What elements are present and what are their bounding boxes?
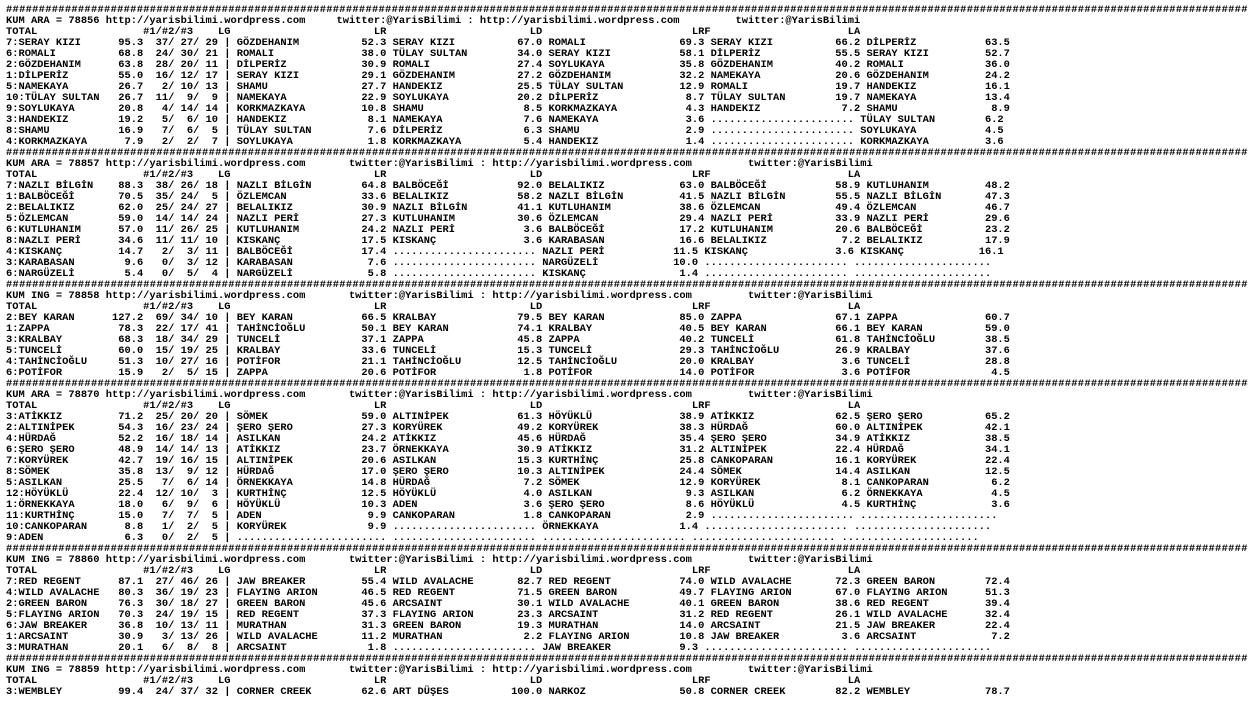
horse-row-line: 8:NAZLI PERİ 34.6 11/ 11/ 10 | KISKANÇ 17.5 KISKANÇ 3.6 KARABASAN 16.6 BELALIKIZ 7.2 BELALIKIZ 17.9 [6,235,1010,247]
race-header-line: KUM ING = 78859 http://yarisbilimi.wordpress.com twitter:@YarisBilimi : http://yarisbilimi.wordpress.com twitter:@YarisBilimi [6,664,873,676]
horse-row-line: 6:NARGÜZELİ 5.4 0/ 5/ 4 | NARGÜZELİ 5.8 ....................... KISKANÇ 1.4 ....................... ...................... [6,268,992,280]
horse-row-line: 1:DİLPERİZ 55.0 16/ 12/ 17 | SERAY KIZI 29.1 GÖZDEHANIM 27.2 GÖZDEHANIM 32.2 NAMEKAYA 20.6 GÖZDEHANIM 24.2 [6,70,1010,82]
horse-row-line: 10:TÜLAY SULTAN 26.7 11/ 9/ 9 | NAMEKAYA 22.9 SOYLUKAYA 20.2 DİLPERİZ 8.7 TÜLAY SULTAN 19.7 NAMEKAYA 13.4 [6,92,1010,104]
horse-row-line: 2:BEY KARAN 127.2 69/ 34/ 10 | BEY KARAN 66.5 KRALBAY 79.5 BEY KARAN 85.0 ZAPPA 67.1 ZAPPA 60.7 [6,312,1010,324]
horse-row-line: 4:WILD AVALACHE 80.3 36/ 19/ 23 | FLAYING ARION 46.5 RED REGENT 71.5 GREEN BARON 49.7 FLAYING ARION 67.0 FLAYING ARION 51.3 [6,587,1010,599]
horse-row-line: 4:HÜRDAĞ 52.2 16/ 18/ 14 | ASILKAN 24.2 ATİKKIZ 45.6 HÜRDAĞ 35.4 ŞERO ŞERO 34.9 ATİKKIZ 38.5 [6,433,1010,445]
horse-row-line: 9:ADEN 6.3 0/ 2/ 5 | ........................ ....................... ....................... ....................... ...................... [6,532,979,544]
horse-row-line: 3:KRALBAY 68.3 18/ 34/ 29 | TUNCELİ 37.1 ZAPPA 45.8 ZAPPA 40.2 TUNCELİ 61.8 TAHİNCİOĞLU 38.5 [6,334,1010,346]
horse-row-line: 9:SOYLUKAYA 20.8 4/ 14/ 14 | KORKMAZKAYA 10.8 SHAMU 8.5 KORKMAZKAYA 4.3 HANDEKIZ 7.2 SHAMU 8.9 [6,103,1010,115]
horse-row-line: 6:JAW BREAKER 36.8 10/ 13/ 11 | MURATHAN 31.3 GREEN BARON 19.3 MURATHAN 14.0 ARCSAINT 21.5 JAW BREAKER 22.4 [6,620,1010,632]
horse-row-line: 7:SERAY KIZI 95.3 37/ 27/ 29 | GÖZDEHANIM 52.3 SERAY KIZI 67.0 ROMALI 69.3 SERAY KIZI 66.2 DİLPERİZ 63.5 [6,37,1010,49]
horse-row-line: 6:ŞERO ŞERO 48.9 14/ 14/ 13 | ATİKKIZ 23.7 ÖRNEKKAYA 30.9 ATİKKIZ 31.2 ALTINİPEK 22.4 HÜRDAĞ 34.1 [6,444,1010,456]
column-header-line: TOTAL #1/#2/#3 LG LR LD LRF LA [6,400,861,412]
horse-row-line: 4:KISKANÇ 14.7 2/ 3/ 11 | BALBÖCEĞİ 17.4 ....................... NAZLI PERİ 11.5 KISKANÇ 3.6 KISKANÇ 16.1 [6,246,1004,258]
separator-line: ############################################################################################################################################################################################## [6,4,1248,16]
horse-row-line: 3:MURATHAN 20.1 6/ 8/ 8 | ARCSAINT 1.8 ....................... JAW BREAKER 9.3 ....................... ...................... [6,642,992,654]
column-header-line: TOTAL #1/#2/#3 LG LR LD LRF LA [6,169,861,181]
horse-row-line: 5:TUNCELİ 60.0 15/ 19/ 25 | KRALBAY 33.6 TUNCELİ 15.3 TUNCELİ 29.3 TAHİNCİOĞLU 26.9 KRALBAY 37.6 [6,345,1010,357]
horse-row-line: 5:FLAYING ARION 70.3 24/ 19/ 15 | RED REGENT 37.3 FLAYING ARION 23.3 ARCSAINT 31.2 RED REGENT 26.1 WILD AVALACHE 32.4 [6,609,1010,621]
horse-row-line: 8:SÖMEK 35.8 13/ 9/ 12 | HÜRDAĞ 17.0 ŞERO ŞERO 10.3 ALTINİPEK 24.4 SÖMEK 14.4 ASILKAN 12.5 [6,466,1010,478]
horse-row-line: 3:HANDEKIZ 19.2 5/ 6/ 10 | HANDEKIZ 8.1 NAMEKAYA 7.6 NAMEKAYA 3.6 ....................... TÜLAY SULTAN 6.2 [6,114,1004,126]
horse-row-line: 2:GÖZDEHANIM 63.8 28/ 20/ 11 | DİLPERİZ 30.9 ROMALI 27.4 SOYLUKAYA 35.8 GÖZDEHANIM 40.2 ROMALI 36.0 [6,59,1010,71]
horse-row-line: 6:KUTLUHANIM 57.0 11/ 26/ 25 | KUTLUHANIM 24.2 NAZLI PERİ 3.6 BALBÖCEĞİ 17.2 KUTLUHANIM 20.6 BALBÖCEĞİ 23.2 [6,224,1010,236]
separator-line: ############################################################################################################################################################################################## [6,378,1248,390]
column-header-line: TOTAL #1/#2/#3 LG LR LD LRF LA [6,26,861,38]
column-header-line: TOTAL #1/#2/#3 LG LR LD LRF LA [6,675,861,687]
horse-row-line: 4:TAHİNCİOĞLU 51.3 10/ 27/ 16 | POTİFOR 21.1 TAHİNCİOĞLU 12.5 TAHİNCİOĞLU 20.0 KRALBAY 3.6 TUNCELİ 28.8 [6,356,1010,368]
race-report-text [6,4,1248,698]
horse-row-line: 5:NAMEKAYA 26.7 2/ 10/ 13 | SHAMU 27.7 HANDEKIZ 25.5 TÜLAY SULTAN 12.9 ROMALI 19.7 HANDEKIZ 16.1 [6,81,1010,93]
horse-row-line: 12:HÖYÜKLÜ 22.4 12/ 10/ 3 | KURTHİNÇ 12.5 HÖYÜKLÜ 4.0 ASILKAN 9.3 ASILKAN 6.2 ÖRNEKKAYA 4.5 [6,488,1010,500]
race-header-line: KUM ARA = 78857 http://yarisbilimi.wordpress.com twitter:@YarisBilimi : http://yarisbilimi.wordpress.com twitter:@YarisBilimi [6,158,873,170]
horse-row-line: 5:ÖZLEMCAN 59.0 14/ 14/ 24 | NAZLI PERİ 27.3 KUTLUHANIM 30.6 ÖZLEMCAN 29.4 NAZLI PERİ 33.9 NAZLI PERİ 29.6 [6,213,1010,225]
race-header-line: KUM ING = 78858 http://yarisbilimi.wordpress.com twitter:@YarisBilimi : http://yarisbilimi.wordpress.com twitter:@YarisBilimi [6,290,873,302]
horse-row-line: 1:ÖRNEKKAYA 18.0 6/ 9/ 6 | HÖYÜKLÜ 10.3 ADEN 3.6 ŞERO ŞERO 8.6 HÖYÜKLÜ 4.5 KURTHİNÇ 3.6 [6,499,1010,511]
horse-row-line: 3:ATİKKIZ 71.2 25/ 20/ 20 | SÖMEK 59.0 ALTINİPEK 61.3 HÖYÜKLÜ 38.9 ATİKKIZ 62.5 ŞERO ŞERO 65.2 [6,411,1010,423]
horse-row-line: 1:ZAPPA 78.3 22/ 17/ 41 | TAHİNCİOĞLU 50.1 BEY KARAN 74.1 KRALBAY 40.5 BEY KARAN 66.1 BEY KARAN 59.0 [6,323,1010,335]
horse-row-line: 2:ALTINİPEK 54.3 16/ 23/ 24 | ŞERO ŞERO 27.3 KORYÜREK 49.2 KORYÜREK 38.3 HÜRDAĞ 60.0 ALTINİPEK 42.1 [6,422,1010,434]
horse-row-line: 4:KORKMAZKAYA 7.9 2/ 2/ 7 | SOYLUKAYA 1.8 KORKMAZKAYA 5.4 HANDEKIZ 1.4 ....................... KORKMAZKAYA 3.6 [6,136,1004,148]
separator-line: ############################################################################################################################################################################################## [6,147,1248,159]
column-header-line: TOTAL #1/#2/#3 LG LR LD LRF LA [6,301,861,313]
horse-row-line: 6:POTİFOR 15.9 2/ 5/ 15 | ZAPPA 20.6 POTİFOR 1.8 POTİFOR 14.0 POTİFOR 3.6 POTİFOR 4.5 [6,367,1010,379]
horse-row-line: 5:ASILKAN 25.5 7/ 6/ 14 | ÖRNEKKAYA 14.8 HÜRDAĞ 7.2 SÖMEK 12.9 KORYÜREK 8.1 CANKOPARAN 6.2 [6,477,1010,489]
horse-row-line: 2:GREEN BARON 76.3 30/ 18/ 27 | GREEN BARON 45.6 ARCSAINT 30.1 WILD AVALACHE 40.1 GREEN BARON 38.6 RED REGENT 39.4 [6,598,1010,610]
separator-line: ############################################################################################################################################################################################## [6,279,1248,291]
horse-row-line: 7:NAZLI BİLGİN 88.3 38/ 26/ 18 | NAZLI BİLGİN 64.8 BALBÖCEĞİ 92.0 BELALIKIZ 63.0 BALBÖCEĞİ 58.9 KUTLUHANIM 48.2 [6,180,1010,192]
horse-row-line: 3:WEMBLEY 99.4 24/ 37/ 32 | CORNER CREEK 62.6 ART DÜŞES 100.0 NARKOZ 50.8 CORNER CREEK 82.2 WEMBLEY 78.7 [6,686,1010,698]
race-header-line: KUM ING = 78860 http://yarisbilimi.wordpress.com twitter:@YarisBilimi : http://yarisbilimi.wordpress.com twitter:@YarisBilimi [6,554,873,566]
horse-row-line: 3:KARABASAN 9.6 0/ 3/ 12 | KARABASAN 7.6 ....................... NARGÜZELİ 10.0 ....................... ...................... [6,257,992,269]
horse-row-line: 2:BELALIKIZ 62.0 25/ 24/ 27 | BELALIKIZ 30.9 NAZLI BİLGİN 41.1 KUTLUHANIM 38.6 ÖZLEMCAN 49.4 ÖZLEMCAN 46.7 [6,202,1010,214]
separator-line: ############################################################################################################################################################################################## [6,543,1248,555]
horse-row-line: 1:ARCSAINT 30.9 3/ 13/ 26 | WILD AVALACHE 11.2 MURATHAN 2.2 FLAYING ARION 10.8 JAW BREAKER 3.6 ARCSAINT 7.2 [6,631,1010,643]
horse-row-line: 10:CANKOPARAN 8.8 1/ 2/ 5 | KORYÜREK 9.9 ....................... ÖRNEKKAYA 1.4 ....................... ...................... [6,521,992,533]
horse-row-line: 6:ROMALI 68.8 24/ 30/ 21 | ROMALI 38.0 TÜLAY SULTAN 34.0 SERAY KIZI 58.1 DİLPERİZ 55.5 SERAY KIZI 52.7 [6,48,1010,60]
race-header-line: KUM ARA = 78870 http://yarisbilimi.wordpress.com twitter:@YarisBilimi : http://yarisbilimi.wordpress.com twitter:@YarisBilimi [6,389,873,401]
horse-row-line: 8:SHAMU 16.9 7/ 6/ 5 | TÜLAY SULTAN 7.6 DİLPERİZ 6.3 SHAMU 2.9 ....................... SOYLUKAYA 4.5 [6,125,1004,137]
column-header-line: TOTAL #1/#2/#3 LG LR LD LRF LA [6,565,861,577]
horse-row-line: 11:KURTHİNÇ 15.0 7/ 7/ 5 | ADEN 9.9 CANKOPARAN 1.8 CANKOPARAN 2.9 ....................... ...................... [6,510,998,522]
horse-row-line: 1:BALBÖCEĞİ 70.5 35/ 24/ 5 | ÖZLEMCAN 33.6 BELALIKIZ 58.2 NAZLI BİLGİN 41.5 NAZLI BİLGİN 55.5 NAZLI BİLGİN 47.3 [6,191,1010,203]
horse-row-line: 7:RED REGENT 87.1 27/ 46/ 26 | JAW BREAKER 55.4 WILD AVALACHE 82.7 RED REGENT 74.0 WILD AVALACHE 72.3 GREEN BARON 72.4 [6,576,1010,588]
race-header-line: KUM ARA = 78856 http://yarisbilimi.wordpress.com twitter:@YarisBilimi : http://yarisbilimi.wordpress.com twitter:@YarisBilimi [6,15,861,27]
horse-row-line: 7:KORYÜREK 42.7 19/ 16/ 15 | ALTINİPEK 20.6 ASILKAN 15.3 KURTHİNÇ 25.8 CANKOPARAN 16.1 KORYÜREK 22.4 [6,455,1010,467]
separator-line: ############################################################################################################################################################################################## [6,653,1248,665]
